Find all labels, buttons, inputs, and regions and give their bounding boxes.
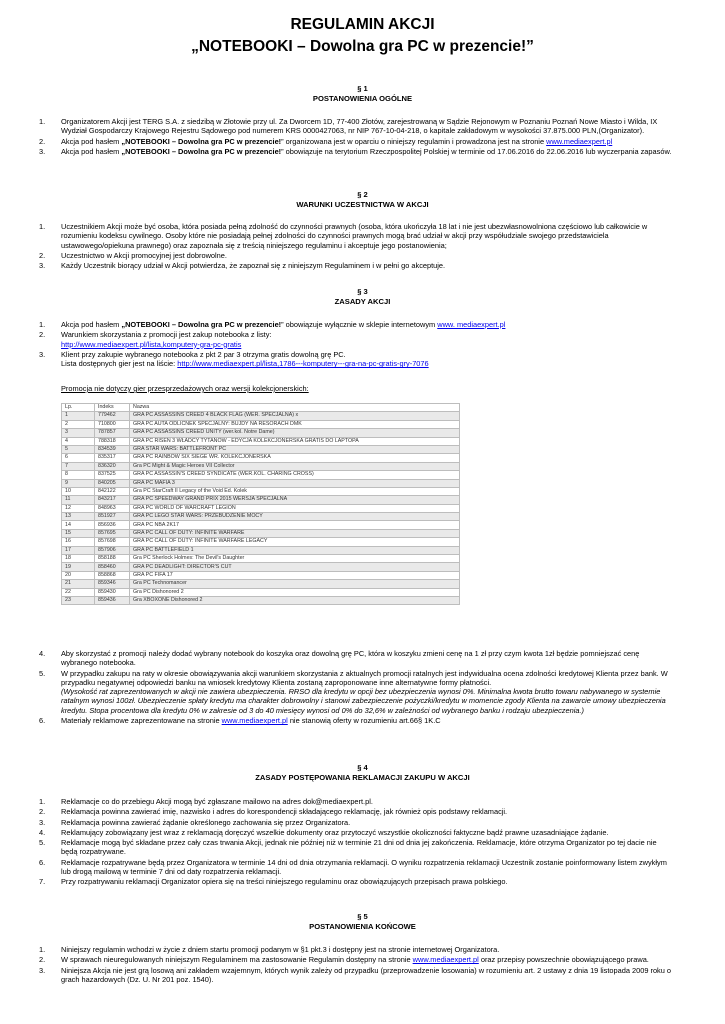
list-item: 3. Każdy Uczestnik biorący udział w Akcji potwierdza, że zapoznał się z niniejszym Regulaminem i w pełni go akceptuje. xyxy=(39,261,446,271)
cell-index: 787857 xyxy=(95,429,130,437)
document-title: REGULAMIN AKCJI xyxy=(290,16,435,33)
table-row xyxy=(62,479,460,487)
column-header: Indeks xyxy=(95,404,130,412)
cell-index: 779462 xyxy=(95,412,130,420)
cell-name: GRA STAR WARS: BATTLEFRONT PC xyxy=(130,445,460,453)
cell-index: 857906 xyxy=(95,546,130,554)
cell-lp: 19 xyxy=(62,563,95,571)
list-item: 2. Akcja pod hasłem „NOTEBOOKI – Dowolna gra PC w prezencie!” organizowana jest w oparciu o niniejszy regulamin i prowadzona jest na stronie www.mediaexpert.pl xyxy=(39,136,613,146)
section-number: § 5 xyxy=(357,912,368,921)
cell-index: 834539 xyxy=(95,445,130,453)
list-item: 2. Uczestnictwo w Akcji promocyjnej jest dobrowolne. xyxy=(39,250,227,260)
cell-index: 859430 xyxy=(95,588,130,596)
section-4-list xyxy=(34,797,674,888)
cell-lp: 9 xyxy=(62,479,95,487)
table-row xyxy=(62,496,460,504)
cell-name: Gra PC Might & Magic Heroes VII Collector xyxy=(130,462,460,470)
cell-name: GRA PC BATTLEFIELD 1 xyxy=(130,546,460,554)
cell-lp: 6 xyxy=(62,454,95,462)
table-row xyxy=(62,504,460,512)
cell-lp: 8 xyxy=(62,471,95,479)
table-row xyxy=(62,580,460,588)
cell-lp: 12 xyxy=(62,504,95,512)
section-title: POSTANOWIENIA OGÓLNE xyxy=(312,94,413,103)
cell-index: 837525 xyxy=(95,471,130,479)
list-item: 3. Klient przy zakupie wybranego notebooka z pkt 2 par 3 otrzyma gratis dowolną grę PC. Lista dostępnych gier jest na liście: http://www.mediaexpert.pl/lista,1786---komputery---gra-na-pc-gratis-gry-7076 xyxy=(39,349,429,369)
cell-name: GRA PC LEGO STAR WARS: PRZEBUDZENIE MOCY xyxy=(130,513,460,521)
promo-exclusion-note: Promocja nie dotyczy gier przesprzedażowych oraz wersji kolekcjonerskich: xyxy=(61,384,309,393)
list-item: 4. Aby skorzystać z promocji należy dodać wybrany notebook do koszyka oraz dowolną grę PC, która w koszyku zmieni cenę na 1 zł przy czym kwota 1zł będzie pomniejszać cenę wybranego notebooka. xyxy=(39,649,640,668)
cell-lp: 13 xyxy=(62,513,95,521)
cell-name: GRA PC FIFA 17 xyxy=(130,571,460,579)
list-item: 6. Materiały reklamowe zaprezentowane na stronie www.mediaexpert.pl nie stanowią oferty w rozumieniu art.66§ 1K.C xyxy=(39,716,441,726)
mediaexpert-link[interactable]: www.mediaexpert.pl xyxy=(221,716,288,726)
cell-name: GRA PC NBA 2K17 xyxy=(130,521,460,529)
cell-lp: 10 xyxy=(62,487,95,495)
complaint-email[interactable]: dok@mediaexpert.pl xyxy=(302,797,371,806)
list-item: 1. Niniejszy regulamin wchodzi w życie z dniem startu promocji podanym w §1 pkt.3 i dostępny jest na stronie internetowej Organizatora. xyxy=(39,945,500,954)
section-title: WARUNKI UCZESTNICTWA W AKCJI xyxy=(296,200,429,209)
cell-name: GRA PC SPEEDWAY GRAND PRIX 2015 WERSJA SPECJALNA xyxy=(130,496,460,504)
document-subtitle: „NOTEBOOKI – Dowolna gra PC w prezencie!” xyxy=(191,38,534,55)
section-5-list xyxy=(34,945,674,985)
section-4-heading xyxy=(0,763,725,783)
cell-lp: 15 xyxy=(62,529,95,537)
section-number: § 3 xyxy=(357,287,368,296)
table-row xyxy=(62,538,460,546)
cell-name: GRA PC WORLD OF WARCRAFT LEGION xyxy=(130,504,460,512)
cell-index: 851927 xyxy=(95,513,130,521)
table-row xyxy=(62,555,460,563)
table-row xyxy=(62,487,460,495)
table-row xyxy=(62,596,460,604)
column-header: Nazwa xyxy=(130,404,460,412)
table-row xyxy=(62,563,460,571)
cell-name: Gra PC Technomancer xyxy=(130,580,460,588)
list-item: 2. W sprawach nieuregulowanych niniejszym Regulaminem ma zastosowanie Regulamin dostępny na stronie www.mediaexpert.pl oraz przepisy powszechnie obowiązującego prawa. xyxy=(39,955,649,965)
cell-name: GRA PC CALL OF DUTY: INFINITE WARFARE LEGACY xyxy=(130,538,460,546)
section-number: § 4 xyxy=(357,763,368,772)
mediaexpert-link[interactable]: www.mediaexpert.pl xyxy=(546,136,613,146)
section-5-heading xyxy=(0,912,725,932)
cell-index: 836320 xyxy=(95,462,130,470)
cell-name: Gra XBOXONE Dishonored 2 xyxy=(130,596,460,604)
list-item: 2. Warunkiem skorzystania z promocji jest zakup notebooka z listy: http://www.mediaexpert.pl/lista,komputery-gra-pc-gratis xyxy=(39,330,272,349)
cell-lp: 23 xyxy=(62,596,95,604)
list-item: 5. Reklamacje mogą być składane przez cały czas trwania Akcji, jednak nie później niż w terminie 21 dni od dnia jej zakończenia. Reklamacje, które otrzyma Organizator po tej dacie nie będą rozpatrywane. xyxy=(39,838,657,857)
list-item: 1. Uczestnikiem Akcji może być osoba, która posiada pełną zdolność do czynności prawnych (osoba, która ukończyła 18 lat i nie jest ubezwłasnowolniona częściowo lub całkowicie w rozumieniu kodeksu cywilnego. Osoby które nie posiadają pełnej zdolności do czynności prawnych mogą brać udział w akcji przy współudziale swojego przedstawiciela ustawowego/opiekuna prawnego) oraz zapoznała się z treścią niniejszego regulaminu i akceptuje jego postanowienia; xyxy=(39,222,648,250)
cell-lp: 5 xyxy=(62,445,95,453)
cell-index: 835317 xyxy=(95,454,130,462)
list-item: 1. Organizatorem Akcji jest TERG S.A. z siedzibą w Złotowie przy ul. Za Dworcem 1D, 77-400 Złotów, zarejestrowaną w Sądzie Rejonowym w Poznaniu Poznań Nowe Miasto i Wilda, IX Wydział Gospodarczy Krajowego Rejestru Sądowego pod numerem KRS 0000427063, nr NIP 767-10-04-218, o kapitale zakładowym w wysokości 37.875.000 PLN,(Organizator). xyxy=(39,117,658,136)
cell-index: 788318 xyxy=(95,437,130,445)
list-item: 3. Reklamacja powinna zawierać żądanie określonego zachowania się przez Organizatora. xyxy=(39,817,351,827)
cell-index: 857698 xyxy=(95,538,130,546)
cell-name: GRA PC AUTA ODLICNEK SPECJALNY: BUJDY NA RESORACH DMK xyxy=(130,420,460,428)
section-3-list-bottom xyxy=(34,649,674,726)
list-item: 7. Przy rozpatrywaniu reklamacji Organizator opiera się na treści niniejszego regulaminu oraz obowiązujących przepisach prawa polskiego. xyxy=(39,877,508,887)
cell-index: 843217 xyxy=(95,496,130,504)
cell-name: GRA PC RISEN 3 WŁADCY TYTANÓW - EDYCJA KOLEKCJONERSKA GRATIS DO LAPTOPA xyxy=(130,437,460,445)
cell-lp: 14 xyxy=(62,521,95,529)
cell-index: 858868 xyxy=(95,571,130,579)
table-row xyxy=(62,571,460,579)
cell-index: 857695 xyxy=(95,529,130,537)
section-1-heading xyxy=(0,84,725,104)
cell-lp: 4 xyxy=(62,437,95,445)
cell-lp: 20 xyxy=(62,571,95,579)
section-title: ZASADY AKCJI xyxy=(334,297,391,306)
cell-lp: 2 xyxy=(62,420,95,428)
section-number: § 1 xyxy=(357,84,368,93)
list-item: 3. Akcja pod hasłem „NOTEBOOKI – Dowolna gra PC w prezencie!” obowiązuje na terytorium Rzeczpospolitej Polskiej w terminie od 17.06.2016 do 22.06.2016 lub wyczerpania zapasów. xyxy=(39,146,672,156)
cell-index: 848963 xyxy=(95,504,130,512)
table-row xyxy=(62,546,460,554)
cell-lp: 21 xyxy=(62,580,95,588)
cell-name: Gra PC Sherlock Holmes: The Devil's Daughter xyxy=(130,555,460,563)
cell-name: Gra PC StarCraft II Legacy of the Void Ed. Kolek xyxy=(130,487,460,495)
cell-lp: 11 xyxy=(62,496,95,504)
list-item: 3. Niniejsza Akcja nie jest grą losową ani zakładem wzajemnym, których wynik zależy od przypadku (przeprowadzenie losowania) w rozumieniu art. 2 ustawy z dnia 19 listopada 2009 roku o grach hazardowych (Dz. U. Nr 201 poz. 1540). xyxy=(39,965,672,984)
cell-lp: 3 xyxy=(62,429,95,437)
cell-lp: 7 xyxy=(62,462,95,470)
cell-index: 858460 xyxy=(95,563,130,571)
cell-index: 859436 xyxy=(95,596,130,604)
cell-name: GRA PC ASSASSINS CREED 4 BLACK FLAG (WER. SPECJALNA) x xyxy=(130,412,460,420)
cell-lp: 18 xyxy=(62,555,95,563)
section-number: § 2 xyxy=(357,190,368,199)
table-row xyxy=(62,513,460,521)
cell-name: Gra PC Dishonored 2 xyxy=(130,588,460,596)
cell-lp: 1 xyxy=(62,412,95,420)
mediaexpert-link[interactable]: www.mediaexpert.pl xyxy=(412,955,479,965)
cell-name: GRA PC RAINBOW SIX SIEGE WR. KOLEKCJONERSKA xyxy=(130,454,460,462)
section-2-list xyxy=(34,222,674,271)
cell-index: 840205 xyxy=(95,479,130,487)
cell-index: 856936 xyxy=(95,521,130,529)
cell-index: 858188 xyxy=(95,555,130,563)
cell-name: GRA PC DEADLIGHT: DIRECTOR'S CUT xyxy=(130,563,460,571)
cell-name: GRA PC MAFIA 3 xyxy=(130,479,460,487)
cell-lp: 16 xyxy=(62,538,95,546)
cell-index: 710800 xyxy=(95,420,130,428)
cell-name: GRA PC ASSASSIN'S CREED SYNDICATE (WER.KOL. CHARING CROSS) xyxy=(130,471,460,479)
excluded-games-table xyxy=(61,403,460,605)
table-row xyxy=(62,454,460,462)
table-row xyxy=(62,412,460,420)
table-header-row xyxy=(62,404,460,412)
mediaexpert-link[interactable]: www. mediaexpert.pl xyxy=(437,320,506,329)
list-item: 2. Reklamacja powinna zawierać imię, nazwisko i adres do korespondencji składającego reklamację, jak również opis podstawy reklamacji. xyxy=(39,807,508,817)
section-3-list-top xyxy=(34,320,674,369)
column-header: Lp. xyxy=(62,404,95,412)
cell-lp: 17 xyxy=(62,546,95,554)
list-item: 4. Reklamujący zobowiązany jest wraz z reklamacją doręczyć wszelkie dokumenty oraz przytoczyć wszystkie okoliczności faktyczne bądź prawne uzasadniające żądanie. xyxy=(39,827,609,837)
table-row xyxy=(62,529,460,537)
notebook-list-link[interactable]: http://www.mediaexpert.pl/lista,komputery-gra-pc-gratis xyxy=(61,339,242,349)
table-row xyxy=(62,429,460,437)
table-row xyxy=(62,471,460,479)
cell-name: GRA PC CALL OF DUTY: INFINITE WARFARE xyxy=(130,529,460,537)
list-item: 6. Reklamacje rozpatrywane będą przez Organizatora w terminie 14 dni od dnia otrzymania reklamacji. O wyniku rozpatrzenia reklamacji Uczestnik zostanie poinformowany listem zwykłym lub drogą mailową w terminie 7 dni od daty rozpatrzenia reklamacji. xyxy=(39,857,667,877)
table-row xyxy=(62,420,460,428)
section-title: POSTANOWIENIA KOŃCOWE xyxy=(309,922,416,931)
section-3-heading xyxy=(0,287,725,307)
table-row xyxy=(62,521,460,529)
section-2-heading xyxy=(0,190,725,210)
cell-name: GRA PC ASSASSINS CREED UNITY (wer.kol. Notre Dame) xyxy=(130,429,460,437)
section-1-list xyxy=(34,117,674,157)
cell-lp: 22 xyxy=(62,588,95,596)
list-item: 1. Reklamacje co do przebiegu Akcji mogą być zgłaszane mailowo na adres dok@mediaexpert.pl. xyxy=(39,797,373,806)
section-title: ZASADY POSTĘPOWANIA REKLAMACJI ZAKUPU W AKCJI xyxy=(255,773,470,782)
table-row xyxy=(62,445,460,453)
cell-index: 842122 xyxy=(95,487,130,495)
list-item: 1. Akcja pod hasłem „NOTEBOOKI – Dowolna gra PC w prezencie!” obowiązuje wyłącznie w sklepie internetowym www. mediaexpert.pl xyxy=(39,320,506,329)
table-row xyxy=(62,462,460,470)
games-list-link[interactable]: http://www.mediaexpert.pl/lista,1786---komputery---gra-na-pc-gratis-gry-7076 xyxy=(177,359,429,369)
table-row xyxy=(62,588,460,596)
list-item: 5. W przypadku zakupu na raty w okresie obowiązywania akcji warunkiem skorzystania z aktualnych promocji ratalnych jest indywidualna ocena zdolności kredytowej Klienta przez bank. W przypadku negatywnej odpowiedzi banku na wniosek kredytowy Klienta zostaną zaproponowane inne alternatywne formy płatności. (Wysokość rat zaprezentowanych w akcji nie zawiera ubezpieczenia. RRSO dla kredytu w opcji bez ubezpieczenia wynosi 0%. Minimalna kwota brutto towaru nabywanego w systemie ratalnym wynosi 100zł. Ubezpieczenie spłaty kredytu ma charakter dobrowolny i stanowi zabezpieczenie pożyczki/kredytu w momencie zgody Klienta na zawarcie umowy ubezpieczenia kredytu. Stopa procentowa dla kredytu 0% w zakresie od 3 do 40 miesięcy wynosi od 0% do 32,6% w zależności od wybranego banku i rodzaju ubezpieczenia.) xyxy=(39,668,668,715)
cell-index: 859346 xyxy=(95,580,130,588)
table-row xyxy=(62,437,460,445)
